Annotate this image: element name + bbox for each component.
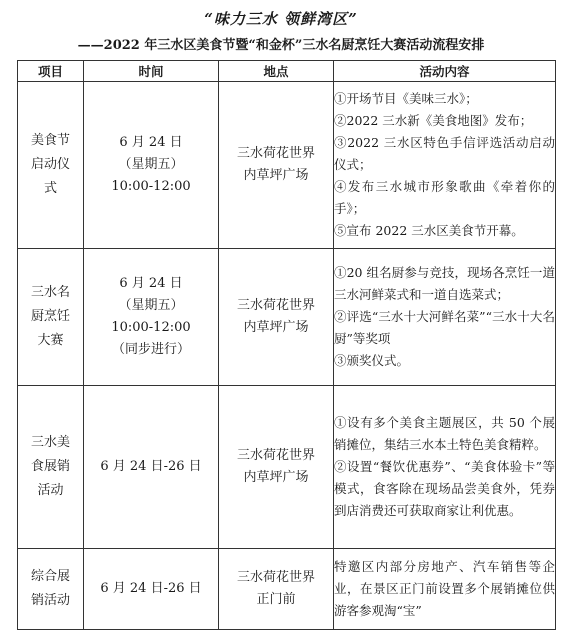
content-item: ③颁奖仪式。	[334, 353, 410, 368]
project-text: 综合展	[30, 569, 70, 584]
time-cell	[84, 386, 219, 549]
content-cell	[334, 549, 556, 630]
table-row	[18, 549, 556, 630]
content-item: ①设有多个美食主题展区，共 50 个展销摊位，集结三水本土特色美食精粹。	[334, 415, 555, 452]
place-cell	[219, 249, 334, 386]
project-text: 三水名	[30, 285, 70, 300]
project-text: 美食节	[30, 133, 70, 148]
time-cell	[84, 549, 219, 630]
place-text: 三水荷花世界	[236, 298, 315, 313]
time-text: 10:00-12:00	[111, 320, 191, 335]
project-cell	[18, 386, 84, 549]
content-item: ③2022 三水区特色手信评选活动启动仪式；	[334, 135, 555, 172]
project-text: 销活动	[30, 593, 70, 608]
content-item: 特邀区内部分房地产、汽车销售等企业，在景区正门前设置多个展销摊位供游客参观淘“宝”	[334, 559, 555, 618]
project-text: 启动仪	[30, 157, 70, 172]
project-text: 活动	[37, 483, 64, 498]
content-item: ②评选“三水十大河鲜名菜”“三水十大名厨”等奖项	[334, 309, 555, 346]
content-item: ④发布三水城市形象歌曲《牵着你的手》；	[334, 179, 555, 216]
project-cell	[18, 549, 84, 630]
header-project: 项目	[18, 61, 84, 82]
content-item: ②2022 三水新《美食地图》发布；	[334, 113, 533, 128]
time-cell	[84, 249, 219, 386]
place-text: 正门前	[256, 592, 296, 607]
time-text: 6 月 24 日	[119, 135, 183, 150]
time-text: 6 月 24 日-26 日	[100, 459, 202, 474]
time-cell	[84, 82, 219, 249]
place-cell	[219, 82, 334, 249]
table-row	[18, 249, 556, 386]
time-text: （星期五）	[118, 298, 184, 313]
project-text: 食展销	[30, 459, 70, 474]
content-item: ⑤宣布 2022 三水区美食节开幕。	[334, 223, 524, 238]
time-text: 10:00-12:00	[111, 179, 191, 194]
table-row	[18, 386, 556, 549]
header-place: 地点	[219, 61, 334, 82]
content-item: ②设置“餐饮优惠券”、“美食体验卡”等模式，食客除在现场品尝美食外，凭券到店消费还可获取商家让利优惠。	[334, 459, 555, 518]
project-cell	[18, 249, 84, 386]
project-text: 大赛	[37, 333, 64, 348]
place-text: 内草坪广场	[243, 470, 309, 485]
place-text: 三水荷花世界	[236, 570, 315, 585]
schedule-table	[17, 60, 556, 630]
project-text: 三水美	[30, 435, 70, 450]
document-subtitle: ——2022 年三水区美食节暨“和金杯”三水名厨烹饪大赛活动流程安排	[77, 38, 485, 53]
project-cell	[18, 82, 84, 249]
content-item: ①开场节目《美味三水》；	[334, 91, 478, 106]
time-text: （同步进行）	[111, 342, 190, 357]
place-cell	[219, 386, 334, 549]
project-text: 式	[43, 181, 57, 196]
table-header-row	[18, 61, 556, 82]
content-item: ①20 组名厨参与竞技，现场各烹饪一道三水河鲜菜式和一道自选菜式；	[334, 265, 555, 302]
place-text: 内草坪广场	[243, 320, 309, 335]
place-text: 内草坪广场	[243, 168, 309, 183]
place-cell	[219, 549, 334, 630]
header-time: 时间	[84, 61, 219, 82]
content-cell	[334, 386, 556, 549]
content-cell	[334, 82, 556, 249]
document-title: “味力三水 领鲜湾区”	[204, 10, 358, 28]
time-text: 6 月 24 日-26 日	[100, 581, 202, 596]
table-row	[18, 82, 556, 249]
place-text: 三水荷花世界	[236, 448, 315, 463]
content-cell	[334, 249, 556, 386]
project-text: 厨烹饪	[30, 309, 70, 324]
time-text: 6 月 24 日	[119, 276, 183, 291]
time-text: （星期五）	[118, 157, 184, 172]
place-text: 三水荷花世界	[236, 146, 315, 161]
header-content: 活动内容	[334, 61, 556, 82]
